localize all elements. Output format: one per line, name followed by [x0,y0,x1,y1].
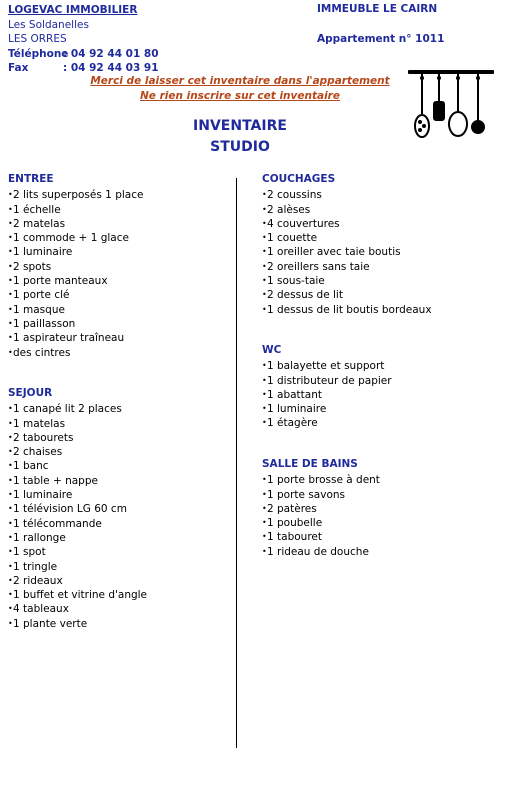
item-text: 1 matelas [13,417,66,430]
list-item [262,374,392,388]
list-item [8,288,143,302]
item-text: 1 télécommande [13,517,102,530]
item-text: 2 chaises [13,446,63,459]
list-item [262,502,380,516]
section-title: ENTREE [8,173,54,185]
list-item [8,560,147,574]
list-item [8,274,143,288]
bullet-icon: • [262,290,267,300]
list-item [8,231,143,245]
bullet-icon: • [8,261,13,271]
company-phone [8,47,159,62]
list-item [262,545,380,559]
item-text: 1 canapé lit 2 places [13,403,122,416]
page-title: INVENTAIRE [193,118,287,134]
bullet-icon: • [262,276,267,286]
list-item [8,531,147,545]
column-divider [236,178,237,748]
list-item [262,188,432,202]
list-item [8,617,147,631]
section-title: SEJOUR [8,387,53,399]
bullet-icon: • [8,333,13,343]
list-item [8,346,143,360]
bullet-icon: • [262,204,267,214]
list-item [8,459,147,473]
bullet-icon: • [8,604,13,614]
bullet-icon: • [8,290,13,300]
item-text: 1 banc [13,460,49,473]
company-town: LES ORRES [8,33,67,45]
section-sejour [8,386,147,631]
list-item [8,217,143,231]
bullet-icon: • [8,490,13,500]
section-title: COUCHAGES [262,173,336,185]
list-item [8,474,147,488]
bullet-icon: • [8,575,13,585]
item-text: 2 alèses [267,203,311,216]
item-text: 2 patères [267,502,317,515]
item-text: 1 spot [13,546,46,559]
bullet-icon: • [8,318,13,328]
bullet-icon: • [8,418,13,428]
item-text: 1 couette [267,232,318,245]
list-item [262,303,432,317]
bullet-icon: • [8,504,13,514]
list-item [8,317,143,331]
item-text: 1 porte savons [267,488,346,501]
list-item [262,260,432,274]
bullet-icon: • [262,304,267,314]
fax-label: Fax [8,62,29,74]
list-item [262,359,392,373]
list-item [262,516,380,530]
item-text: 1 luminaire [13,489,73,502]
bullet-icon: • [8,218,13,228]
item-text: 2 matelas [13,217,66,230]
bullet-icon: • [262,233,267,243]
list-item [8,574,147,588]
list-item [262,217,432,231]
bullet-icon: • [8,461,13,471]
bullet-icon: • [262,218,267,228]
list-item [8,588,147,602]
bullet-icon: • [8,233,13,243]
list-item [8,431,147,445]
item-text: 2 rideaux [13,574,63,587]
list-item [262,530,380,544]
item-text: 2 lits superposés 1 place [13,189,144,202]
item-text: 1 paillasson [13,317,76,330]
list-item [262,231,432,245]
item-text: 4 tableaux [13,603,69,616]
bullet-icon: • [8,190,13,200]
item-text: 1 dessus de lit boutis bordeaux [267,303,432,316]
bullet-icon: • [262,546,267,556]
phone-label: Téléphone [8,47,69,60]
item-text: 1 poubelle [267,517,323,530]
list-item [262,288,432,302]
item-text: des cintres [13,346,71,359]
section-title: SALLE DE BAINS [262,458,358,470]
phone-number: : 04 92 44 01 80 [63,47,159,60]
bullet-icon: • [8,561,13,571]
notice-do-not-write: Ne rien inscrire sur cet inventaire [140,90,340,102]
item-text: 1 porte clé [13,289,70,302]
list-item [262,402,392,416]
item-text: 4 couvertures [267,217,340,230]
item-text: 1 échelle [13,203,61,216]
bullet-icon: • [262,475,267,485]
bullet-icon: • [262,190,267,200]
item-text: 1 rallonge [13,531,66,544]
list-item [8,188,143,202]
list-item [262,274,432,288]
list-item [262,245,432,259]
section-couchages [262,172,432,317]
item-text: 1 télévision LG 60 cm [13,503,127,516]
company-residence: Les Soldanelles [8,18,89,31]
notice-keep-inventory: Merci de laisser cet inventaire dans l'appartement [90,75,390,87]
bullet-icon: • [8,518,13,528]
bullet-icon: • [262,261,267,271]
company-name: LOGEVAC IMMOBILIER [8,4,138,16]
item-text: 2 oreillers sans taie [267,260,370,273]
item-text: 1 balayette et support [267,360,385,373]
list-item [8,517,147,531]
item-text: 1 oreiller avec taie boutis [267,246,401,259]
bullet-icon: • [262,503,267,513]
item-text: 1 rideau de douche [267,545,369,558]
bullet-icon: • [8,532,13,542]
building-name: IMMEUBLE LE CAIRN [317,3,438,15]
section-title: WC [262,344,282,356]
item-text: 2 coussins [267,189,322,202]
item-text: 1 étagère [267,417,318,430]
item-text: 1 tringle [13,560,58,573]
item-text: 1 table + nappe [13,474,98,487]
list-item [8,417,147,431]
item-text: 2 spots [13,260,52,273]
bullet-icon: • [262,247,267,257]
item-text: 1 abattant [267,388,322,401]
list-item [262,388,392,402]
list-item [8,260,143,274]
list-item [8,445,147,459]
item-text: 1 sous-taie [267,275,325,288]
bullet-icon: • [262,489,267,499]
page-subtitle: STUDIO [210,139,270,155]
item-text: 1 porte manteaux [13,275,108,288]
bullet-icon: • [8,432,13,442]
item-text: 1 plante verte [13,617,88,630]
list-item [8,303,143,317]
list-item [8,488,147,502]
bullet-icon: • [8,618,13,628]
bullet-icon: • [262,518,267,528]
bullet-icon: • [8,204,13,214]
list-item [8,203,143,217]
item-text: 1 distributeur de papier [267,374,392,387]
bullet-icon: • [262,375,267,385]
list-item [262,416,392,430]
item-text: 1 tabouret [267,531,322,544]
bullet-icon: • [8,547,13,557]
item-text: 1 buffet et vitrine d'angle [13,589,148,602]
bullet-icon: • [8,590,13,600]
item-text: 2 tabourets [13,431,74,444]
bullet-icon: • [8,404,13,414]
bullet-icon: • [8,475,13,485]
fax-number: : 04 92 44 03 91 [63,62,159,74]
item-text: 1 aspirateur traîneau [13,332,125,345]
section-wc [262,343,392,431]
bullet-icon: • [8,276,13,286]
section-salle-de-bains [262,457,380,559]
bullet-icon: • [8,304,13,314]
company-fax [8,61,159,76]
bullet-icon: • [262,532,267,542]
apartment-number: Appartement n° 1011 [317,33,445,45]
list-item [8,245,143,259]
item-text: 2 dessus de lit [267,289,343,302]
bullet-icon: • [8,347,13,357]
bullet-icon: • [262,389,267,399]
list-item [8,402,147,416]
company-block [8,3,159,76]
item-text: 1 luminaire [13,246,73,259]
list-item [8,602,147,616]
item-text: 1 porte brosse à dent [267,474,380,487]
list-item [262,473,380,487]
section-entree [8,172,143,360]
item-text: 1 commode + 1 glace [13,232,129,245]
list-item [8,502,147,516]
list-item [262,203,432,217]
bullet-icon: • [262,418,267,428]
item-text: 1 luminaire [267,403,327,416]
kitchen-utensils-icon [406,64,496,144]
bullet-icon: • [262,404,267,414]
item-text: 1 masque [13,303,65,316]
list-item [8,545,147,559]
list-item [8,331,143,345]
list-item [262,488,380,502]
bullet-icon: • [8,247,13,257]
bullet-icon: • [8,447,13,457]
bullet-icon: • [262,361,267,371]
